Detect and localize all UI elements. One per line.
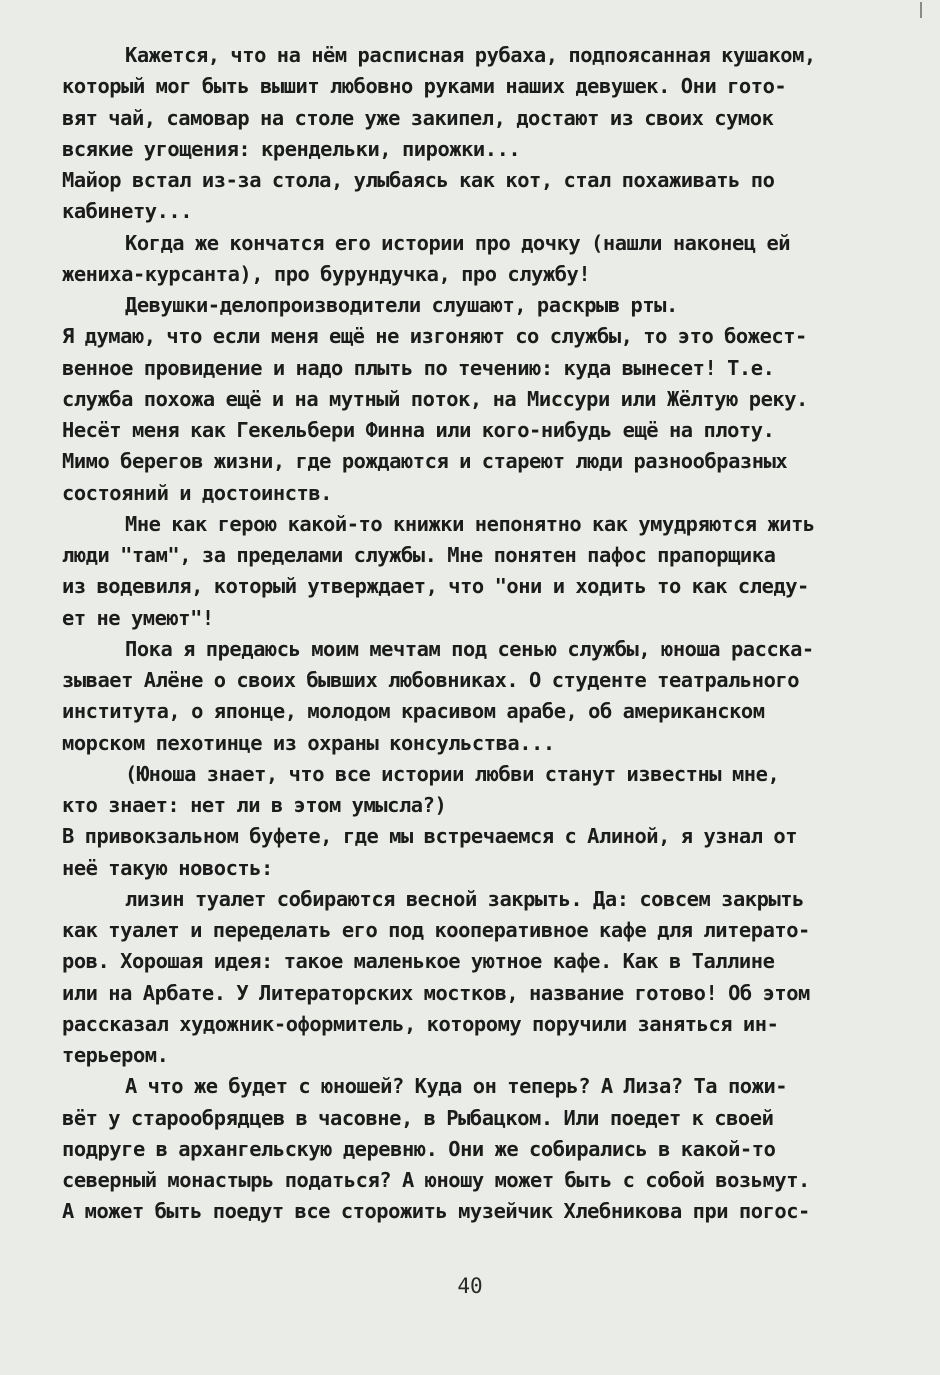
text-line: Я думаю, что если меня ещё не изгоняют со службы, то это божест- (62, 324, 807, 349)
text-line: морском пехотинце из охраны консульства... (62, 730, 555, 755)
text-line: люди "там", за пределами службы. Мне понятен пафос прапорщика (62, 543, 776, 567)
text-line: кабинету... (62, 199, 193, 224)
text-line: зывает Алёне о своих бывших любовниках. О студенте театрального (62, 668, 800, 692)
text-line: вёт у старообрядцев в часовне, в Рыбацком. Или поедет к своей (62, 1105, 774, 1130)
text-line: служба похожа ещё и на мутный поток, на Миссури или Жёлтую реку. (62, 386, 808, 411)
text-line: из водевиля, который утверждает, что "они и ходить то как следу- (62, 574, 809, 599)
text-line: ет не умеют"! (62, 605, 214, 630)
text-line: всякие угощения: крендельки, пирожки... (62, 136, 521, 161)
text-line: Мимо берегов жизни, где рождаются и стареют люди разнообразных (62, 449, 788, 474)
text-line: Несёт меня как Гекельбери Финна или кого-нибудь ещё на плоту. (62, 418, 775, 442)
text-line: кто знает: нет ли в этом умысла?) (62, 793, 447, 817)
text-line: который мог быть вышит любовно руками наших девушек. Они гото- (62, 74, 787, 99)
text-line: Девушки-делопроизводители слушают, раскрыв рты. (125, 293, 678, 317)
text-line: состояний и достоинств. (62, 480, 333, 505)
text-line: подруге в архангельскую деревню. Они же собирались в какой-то (62, 1136, 776, 1161)
page-number: 40 (457, 1274, 483, 1298)
text-line: жениха-курсанта), про бурундучка, про службу! (62, 261, 591, 286)
text-line: Пока я предаюсь моим мечтам под сенью службы, юноша расска- (125, 636, 814, 661)
text-line: терьером. (62, 1043, 169, 1067)
text-line: как туалет и переделать его под кооперативное кафе для литерато- (62, 918, 810, 942)
text-line: Майор встал из-за стола, улыбаясь как кот, стал похаживать по (62, 168, 775, 192)
text-line: А может быть поедут все сторожить музейчик Хлебникова при погос- (62, 1199, 810, 1224)
text-line: ров. Хорошая идея: такое маленькое уютное кафе. Как в Таллине (62, 949, 775, 974)
text-line: института, о японце, молодом красивом арабе, об американском (62, 699, 765, 724)
text-line: северный монастырь податься? А юношу может быть с собой возьмут. (62, 1168, 810, 1192)
text-line: неё такую новость: (62, 855, 273, 880)
text-line: Мне как герою какой-то книжки непонятно как умудряются жить (125, 511, 815, 536)
text-line: Когда же кончатся его истории про дочку (нашли наконец ей (125, 230, 791, 255)
body-text (62, 40, 902, 1228)
text-line: венное провидение и надо плыть по течению: куда вынесет! Т.е. (62, 355, 775, 380)
text-line: рассказал художник-оформитель, которому поручили заняться ин- (62, 1011, 779, 1036)
text-line: вят чай, самовар на столе уже закипел, достают из своих сумок (62, 105, 774, 130)
text-line: А что же будет с юношей? Куда он теперь? А Лиза? Та пожи- (125, 1074, 788, 1099)
page-edge-mark (920, 2, 922, 18)
text-line: лизин туалет собираются весной закрыть. Да: совсем закрыть (125, 886, 804, 911)
text-line: В привокзальном буфете, где мы встречаемся с Алиной, я узнал от (62, 824, 798, 849)
text-line: (Юноша знает, что все истории любви станут известны мне, (125, 761, 780, 786)
text-line: или на Арбате. У Литераторских мостков, название готово! Об этом (62, 980, 810, 1005)
text-line: Кажется, что на нём расписная рубаха, подпоясанная кушаком, (125, 43, 816, 67)
